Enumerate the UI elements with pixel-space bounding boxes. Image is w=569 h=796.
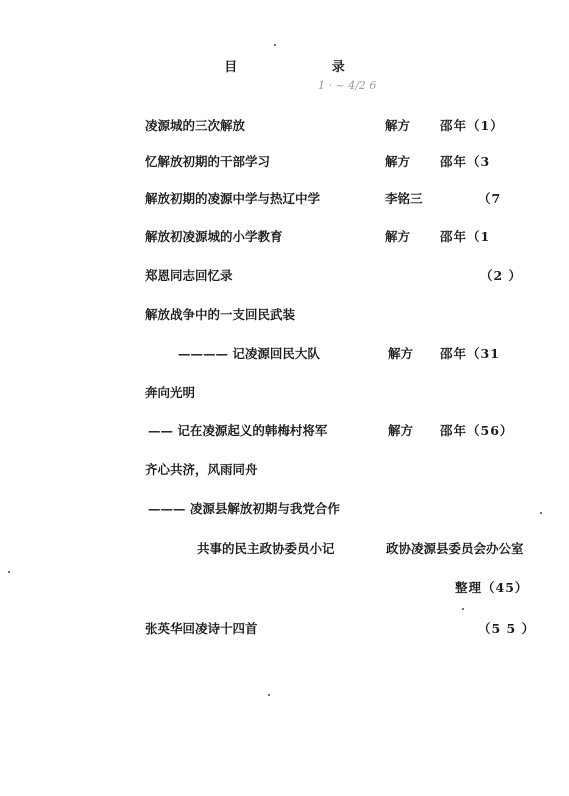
toc-entry-subtitle: ——— 凌源县解放初期与我党合作 xyxy=(148,501,340,516)
scan-speck xyxy=(8,571,10,573)
toc-entry-title: 郑恩同志回忆录 xyxy=(145,268,233,283)
title-char-right: 录 xyxy=(331,60,345,75)
toc-entry-page: 邵年（1） xyxy=(440,118,504,133)
toc-entry-subtitle: —— 记在凌源起义的韩梅村将军 xyxy=(148,423,328,438)
toc-entry-title: 齐心共济，风雨同舟 xyxy=(145,462,258,477)
toc-entry-title: 忆解放初期的干部学习 xyxy=(145,154,271,169)
scan-speck xyxy=(274,44,276,46)
toc-entry-subtitle: ———— 记凌源回民大队 xyxy=(178,346,320,361)
toc-entry-title: 解放战争中的一支回民武装 xyxy=(145,307,296,322)
toc-entry-page: 邵年（56） xyxy=(440,423,514,438)
toc-entry-page: （5 5 ） xyxy=(478,621,536,636)
toc-entry-title: 凌源城的三次解放 xyxy=(145,118,246,133)
toc-entry-author: 解方 xyxy=(385,154,411,169)
scan-speck xyxy=(462,608,464,610)
toc-entry-subtitle: 共事的民主政协委员小记 xyxy=(197,541,335,556)
title-char-left: 目 xyxy=(224,60,238,75)
toc-entry-author: 解方 xyxy=(385,118,411,133)
toc-entry-page: （7 xyxy=(478,191,502,206)
toc-entry-page: （2 ） xyxy=(480,268,523,283)
scan-speck xyxy=(268,694,270,696)
toc-entry-page: 邵年（31 xyxy=(440,346,500,361)
toc-entry-title: 解放初凌源城的小学教育 xyxy=(145,229,283,244)
toc-entry-title: 解放初期的凌源中学与热辽中学 xyxy=(145,191,321,206)
toc-entry-author: 解方 xyxy=(388,346,414,361)
toc-entry-author: 政协凌源县委员会办公室 xyxy=(386,541,524,556)
toc-entry-page: 整理（45） xyxy=(455,580,529,595)
toc-entry-page: 邵年（3 xyxy=(440,154,491,169)
scan-speck xyxy=(540,512,542,514)
handwritten-note: 1 · ~ 4/2 6 xyxy=(318,79,377,92)
toc-entry-title: 张英华回凌诗十四首 xyxy=(145,621,258,636)
toc-entry-page: 邵年（1 xyxy=(440,229,491,244)
page-title xyxy=(0,56,569,75)
toc-entry-author: 解方 xyxy=(385,229,411,244)
toc-entry-author: 李铭三 xyxy=(385,191,423,206)
toc-entry-author: 解方 xyxy=(388,423,414,438)
toc-entry-title: 奔向光明 xyxy=(145,385,196,400)
